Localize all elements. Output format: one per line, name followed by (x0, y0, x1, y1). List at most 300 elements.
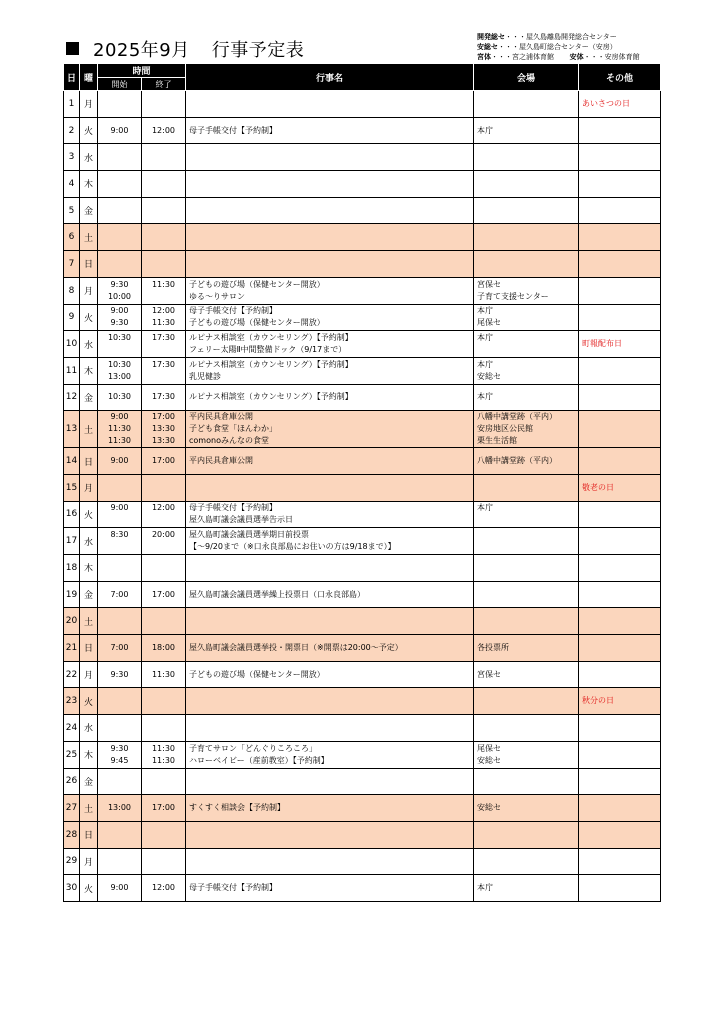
venue-cell-line (477, 529, 578, 541)
start-time-cell (98, 117, 142, 144)
other-cell (579, 304, 661, 331)
day-cell: 9 (64, 304, 80, 331)
end-time-cell-line: 11:30 (151, 669, 176, 679)
start-time-cell (98, 715, 142, 742)
start-time-cell (98, 501, 142, 528)
header-other: その他 (579, 64, 661, 91)
venue-cell (474, 277, 579, 304)
day-cell: 18 (64, 555, 80, 582)
venue-legend (477, 32, 640, 62)
day-cell: 4 (64, 171, 80, 198)
table-row (64, 171, 661, 198)
header-time: 時間 (98, 64, 186, 78)
legend-abbr: 開発総セ (477, 33, 505, 41)
event-cell-line: 屋久島町議会議員選挙期日前投票 (189, 530, 310, 540)
start-time-cell-line: 9:45 (110, 755, 129, 765)
day-cell: 15 (64, 474, 80, 501)
end-time-cell-line: 12:00 (151, 306, 176, 316)
venue-cell-line: 本庁 (477, 125, 494, 135)
weekday-cell: 水 (80, 331, 98, 358)
day-cell: 3 (64, 144, 80, 171)
other-cell (579, 448, 661, 475)
other-cell (579, 331, 661, 358)
event-cell (186, 474, 474, 501)
legend-desc: ・・・屋久島町総合センター（安房） (498, 43, 617, 51)
end-time-cell (142, 144, 186, 171)
table-row (64, 474, 661, 501)
day-cell: 1 (64, 91, 80, 118)
other-cell (579, 608, 661, 635)
venue-cell (474, 715, 579, 742)
start-time-cell-line: 9:00 (110, 412, 129, 422)
table-row (64, 715, 661, 742)
start-time-cell (98, 608, 142, 635)
other-cell (579, 741, 661, 768)
event-cell (186, 357, 474, 384)
venue-cell-line: 栗生生活館 (477, 436, 518, 446)
table-row (64, 635, 661, 662)
end-time-cell (142, 795, 186, 822)
event-cell (186, 224, 474, 251)
day-cell: 24 (64, 715, 80, 742)
venue-cell-line: 本庁 (477, 306, 494, 316)
event-cell (186, 528, 474, 555)
header-dow: 曜 (80, 64, 98, 91)
start-time-cell-line (98, 344, 141, 356)
start-time-cell (98, 251, 142, 278)
event-cell (186, 581, 474, 608)
event-cell (186, 661, 474, 688)
event-cell (186, 608, 474, 635)
start-time-cell-line: 9:00 (110, 503, 129, 513)
day-cell: 12 (64, 384, 80, 411)
venue-cell (474, 635, 579, 662)
start-time-cell (98, 528, 142, 555)
event-cell-line: 母子手帳交付【予約制】 (189, 306, 278, 316)
venue-cell (474, 848, 579, 875)
weekday-cell: 土 (80, 224, 98, 251)
end-time-cell-line: 20:00 (151, 530, 176, 540)
end-time-cell (142, 251, 186, 278)
weekday-cell: 水 (80, 144, 98, 171)
other-cell-line: 敬老の日 (582, 482, 615, 492)
venue-cell-line: 八幡中講堂跡（平内） (477, 456, 558, 466)
weekday-cell: 土 (80, 608, 98, 635)
table-row (64, 795, 661, 822)
venue-cell-line: 安総セ (477, 755, 502, 765)
end-time-cell (142, 277, 186, 304)
schedule-table (63, 63, 661, 902)
page-title (66, 36, 304, 62)
weekday-cell: 金 (80, 768, 98, 795)
start-time-cell (98, 741, 142, 768)
event-cell-line: 子どもの遊び場（保健センター開放） (189, 318, 325, 328)
other-cell (579, 688, 661, 715)
day-cell: 26 (64, 768, 80, 795)
weekday-cell: 月 (80, 277, 98, 304)
venue-cell-line: 安房地区公民館 (477, 424, 534, 434)
weekday-cell: 木 (80, 741, 98, 768)
end-time-cell (142, 304, 186, 331)
venue-cell (474, 501, 579, 528)
weekday-cell: 月 (80, 848, 98, 875)
start-time-cell (98, 581, 142, 608)
weekday-cell: 月 (80, 474, 98, 501)
venue-cell-line (477, 514, 578, 526)
table-row (64, 448, 661, 475)
end-time-cell-line: 11:30 (151, 743, 176, 753)
event-cell-line: 母子手帳交付【予約制】 (189, 503, 278, 513)
end-time-cell (142, 528, 186, 555)
event-cell-line: 子ども食堂「ほんわか」 (189, 424, 278, 434)
title-month: 2025年9月 (93, 40, 190, 61)
start-time-cell-line: 9:00 (110, 306, 129, 316)
venue-cell-line: 本庁 (477, 883, 494, 893)
venue-cell (474, 117, 579, 144)
weekday-cell: 木 (80, 171, 98, 198)
table-row (64, 144, 661, 171)
start-time-cell-line: 13:00 (107, 803, 132, 813)
end-time-cell (142, 474, 186, 501)
other-cell (579, 635, 661, 662)
table-row (64, 304, 661, 331)
table-row (64, 357, 661, 384)
venue-cell-line: 本庁 (477, 503, 494, 513)
start-time-cell (98, 848, 142, 875)
venue-cell (474, 581, 579, 608)
other-cell-line: 秋分の日 (582, 696, 615, 706)
end-time-cell-line (142, 344, 185, 356)
end-time-cell-line: 18:00 (151, 642, 176, 652)
start-time-cell-line (98, 541, 141, 553)
start-time-cell-line: 9:00 (110, 125, 129, 135)
day-cell: 27 (64, 795, 80, 822)
venue-cell (474, 91, 579, 118)
end-time-cell-line (142, 541, 185, 553)
table-row (64, 768, 661, 795)
start-time-cell-line: 9:30 (110, 669, 129, 679)
event-cell (186, 688, 474, 715)
start-time-cell-line: 11:30 (107, 436, 132, 446)
end-time-cell (142, 688, 186, 715)
start-time-cell-line: 10:00 (107, 291, 132, 301)
event-cell (186, 635, 474, 662)
weekday-cell: 木 (80, 555, 98, 582)
start-time-cell (98, 635, 142, 662)
event-cell (186, 304, 474, 331)
schedule-body (64, 91, 661, 902)
legend-line (477, 32, 640, 42)
weekday-cell: 水 (80, 715, 98, 742)
end-time-cell (142, 384, 186, 411)
start-time-cell-line: 10:30 (107, 359, 132, 369)
end-time-cell (142, 741, 186, 768)
start-time-cell (98, 304, 142, 331)
event-cell-line: ルピナス相談室（カウンセリング）【予約制】 (189, 392, 353, 402)
venue-cell (474, 474, 579, 501)
end-time-cell (142, 581, 186, 608)
start-time-cell (98, 197, 142, 224)
day-cell: 5 (64, 197, 80, 224)
event-cell (186, 555, 474, 582)
venue-cell-line: 尾保セ (477, 743, 502, 753)
event-cell-line: 平内民具倉庫公開 (189, 456, 254, 466)
event-cell-line: ハローベイビー（産前教室）【予約制】 (189, 755, 329, 765)
weekday-cell: 土 (80, 795, 98, 822)
event-cell-line: comonoみんなの食堂 (189, 436, 269, 446)
table-row (64, 608, 661, 635)
other-cell-line: 町報配布日 (582, 339, 623, 349)
venue-cell-line: 八幡中講堂跡（平内） (477, 412, 558, 422)
day-cell: 28 (64, 821, 80, 848)
event-cell (186, 331, 474, 358)
day-cell: 10 (64, 331, 80, 358)
other-cell (579, 411, 661, 448)
day-cell: 13 (64, 411, 80, 448)
day-cell: 6 (64, 224, 80, 251)
square-icon (66, 42, 79, 55)
start-time-cell-line: 9:00 (110, 456, 129, 466)
event-cell-line: 【～9/20まで（※口永良部島にお住いの方は9/18まで）】 (189, 542, 396, 552)
start-time-cell (98, 224, 142, 251)
end-time-cell-line: 13:30 (151, 436, 176, 446)
weekday-cell: 木 (80, 357, 98, 384)
venue-cell (474, 384, 579, 411)
venue-cell (474, 448, 579, 475)
weekday-cell: 火 (80, 304, 98, 331)
table-row (64, 331, 661, 358)
end-time-cell-line: 12:00 (151, 503, 176, 513)
day-cell: 11 (64, 357, 80, 384)
event-cell (186, 448, 474, 475)
event-cell (186, 384, 474, 411)
start-time-cell (98, 875, 142, 902)
weekday-cell: 金 (80, 384, 98, 411)
event-cell-line: 屋久島町議会議員選挙投・開票日（※開票は20:00～予定） (189, 642, 403, 652)
other-cell (579, 768, 661, 795)
day-cell: 25 (64, 741, 80, 768)
other-cell (579, 715, 661, 742)
table-row (64, 277, 661, 304)
day-cell: 22 (64, 661, 80, 688)
table-row (64, 581, 661, 608)
end-time-cell (142, 661, 186, 688)
other-cell (579, 795, 661, 822)
title-subtitle: 行事予定表 (211, 40, 305, 61)
day-cell: 19 (64, 581, 80, 608)
other-cell (579, 357, 661, 384)
start-time-cell (98, 91, 142, 118)
venue-cell (474, 528, 579, 555)
start-time-cell-line (98, 514, 141, 526)
end-time-cell-line: 17:30 (151, 333, 176, 343)
legend-abbr: 安体 (569, 53, 584, 61)
day-cell: 29 (64, 848, 80, 875)
venue-cell-line: 宮保セ (477, 279, 502, 289)
day-cell: 7 (64, 251, 80, 278)
event-cell (186, 251, 474, 278)
weekday-cell: 金 (80, 581, 98, 608)
venue-cell (474, 875, 579, 902)
end-time-cell-line (142, 514, 185, 526)
weekday-cell: 月 (80, 91, 98, 118)
legend-desc: ・・・宮之浦体育館 (491, 53, 554, 61)
table-row (64, 528, 661, 555)
start-time-cell (98, 821, 142, 848)
weekday-cell: 火 (80, 501, 98, 528)
start-time-cell (98, 448, 142, 475)
venue-cell-line: 尾保セ (477, 318, 502, 328)
legend-line (477, 52, 640, 62)
start-time-cell (98, 277, 142, 304)
day-cell: 17 (64, 528, 80, 555)
day-cell: 30 (64, 875, 80, 902)
start-time-cell (98, 474, 142, 501)
other-cell (579, 875, 661, 902)
end-time-cell-line: 17:30 (151, 392, 176, 402)
end-time-cell (142, 821, 186, 848)
end-time-cell (142, 635, 186, 662)
day-cell: 21 (64, 635, 80, 662)
venue-cell (474, 197, 579, 224)
day-cell: 2 (64, 117, 80, 144)
end-time-cell-line: 17:00 (151, 412, 176, 422)
table-row (64, 117, 661, 144)
event-cell (186, 411, 474, 448)
start-time-cell-line: 9:00 (110, 883, 129, 893)
weekday-cell: 水 (80, 528, 98, 555)
end-time-cell-line: 17:00 (151, 456, 176, 466)
start-time-cell-line: 7:00 (110, 642, 129, 652)
weekday-cell: 火 (80, 688, 98, 715)
table-row (64, 251, 661, 278)
header-venue: 会場 (474, 64, 579, 91)
venue-cell-line: 本庁 (477, 392, 494, 402)
weekday-cell: 日 (80, 251, 98, 278)
other-cell (579, 821, 661, 848)
event-cell-line: ルピナス相談室（カウンセリング）【予約制】 (189, 359, 353, 369)
other-cell (579, 117, 661, 144)
table-row (64, 91, 661, 118)
table-row (64, 848, 661, 875)
end-time-cell-line: 12:00 (151, 883, 176, 893)
event-cell-line: フェリー太陽Ⅱ中間整備ドック（9/17まで） (189, 345, 347, 355)
end-time-cell (142, 224, 186, 251)
venue-cell (474, 331, 579, 358)
start-time-cell (98, 795, 142, 822)
event-cell (186, 197, 474, 224)
weekday-cell: 火 (80, 117, 98, 144)
venue-cell (474, 251, 579, 278)
header-end: 終了 (142, 78, 186, 91)
event-cell-line: すくすく相談会【予約制】 (189, 803, 286, 813)
end-time-cell-line: 12:00 (151, 125, 176, 135)
venue-cell-line: 子育て支援センター (477, 291, 549, 301)
end-time-cell (142, 501, 186, 528)
venue-cell (474, 741, 579, 768)
legend-desc: ・・・安房体育館 (583, 53, 640, 61)
venue-cell (474, 795, 579, 822)
end-time-cell-line: 17:30 (151, 359, 176, 369)
end-time-cell (142, 117, 186, 144)
venue-cell (474, 411, 579, 448)
start-time-cell (98, 411, 142, 448)
event-cell (186, 875, 474, 902)
event-cell-line: 屋久島町議会議員選挙繰上投票日（口永良部島） (189, 589, 366, 599)
start-time-cell-line: 7:00 (110, 589, 129, 599)
event-cell-line: 子育てサロン「どんぐりころころ」 (189, 743, 318, 753)
venue-cell-line: 安総セ (477, 803, 502, 813)
table-row (64, 741, 661, 768)
venue-cell (474, 688, 579, 715)
end-time-cell-line (142, 291, 185, 303)
other-cell (579, 224, 661, 251)
table-row (64, 501, 661, 528)
venue-cell (474, 171, 579, 198)
day-cell: 23 (64, 688, 80, 715)
other-cell (579, 528, 661, 555)
end-time-cell (142, 171, 186, 198)
venue-cell-line: 安総セ (477, 371, 502, 381)
other-cell (579, 197, 661, 224)
start-time-cell-line: 13:00 (107, 371, 132, 381)
end-time-cell (142, 555, 186, 582)
event-cell-line: 子どもの遊び場（保健センター開放） (189, 279, 325, 289)
venue-cell-line (477, 541, 578, 553)
weekday-cell: 火 (80, 875, 98, 902)
table-row (64, 224, 661, 251)
weekday-cell: 日 (80, 821, 98, 848)
start-time-cell-line: 8:30 (110, 530, 129, 540)
end-time-cell (142, 768, 186, 795)
start-time-cell (98, 357, 142, 384)
day-cell: 14 (64, 448, 80, 475)
event-cell (186, 144, 474, 171)
end-time-cell-line: 17:00 (151, 589, 176, 599)
venue-cell-line: 宮保セ (477, 669, 502, 679)
venue-cell (474, 608, 579, 635)
event-cell (186, 848, 474, 875)
venue-cell (474, 661, 579, 688)
other-cell-line: あいさつの日 (582, 98, 631, 108)
event-cell (186, 715, 474, 742)
venue-cell (474, 821, 579, 848)
venue-cell-line (477, 344, 578, 356)
start-time-cell-line: 10:30 (107, 392, 132, 402)
other-cell (579, 251, 661, 278)
event-cell-line: 平内民具倉庫公開 (189, 412, 254, 422)
other-cell (579, 91, 661, 118)
end-time-cell-line (142, 371, 185, 383)
day-cell: 20 (64, 608, 80, 635)
start-time-cell (98, 768, 142, 795)
start-time-cell-line: 11:30 (107, 424, 132, 434)
table-row (64, 197, 661, 224)
other-cell (579, 555, 661, 582)
venue-cell-line: 各投票所 (477, 642, 510, 652)
end-time-cell-line: 13:30 (151, 424, 176, 434)
venue-cell (474, 357, 579, 384)
weekday-cell: 日 (80, 448, 98, 475)
end-time-cell (142, 448, 186, 475)
end-time-cell (142, 848, 186, 875)
weekday-cell: 月 (80, 661, 98, 688)
table-row (64, 661, 661, 688)
day-cell: 16 (64, 501, 80, 528)
legend-line (477, 42, 640, 52)
start-time-cell-line: 9:30 (110, 743, 129, 753)
end-time-cell (142, 715, 186, 742)
